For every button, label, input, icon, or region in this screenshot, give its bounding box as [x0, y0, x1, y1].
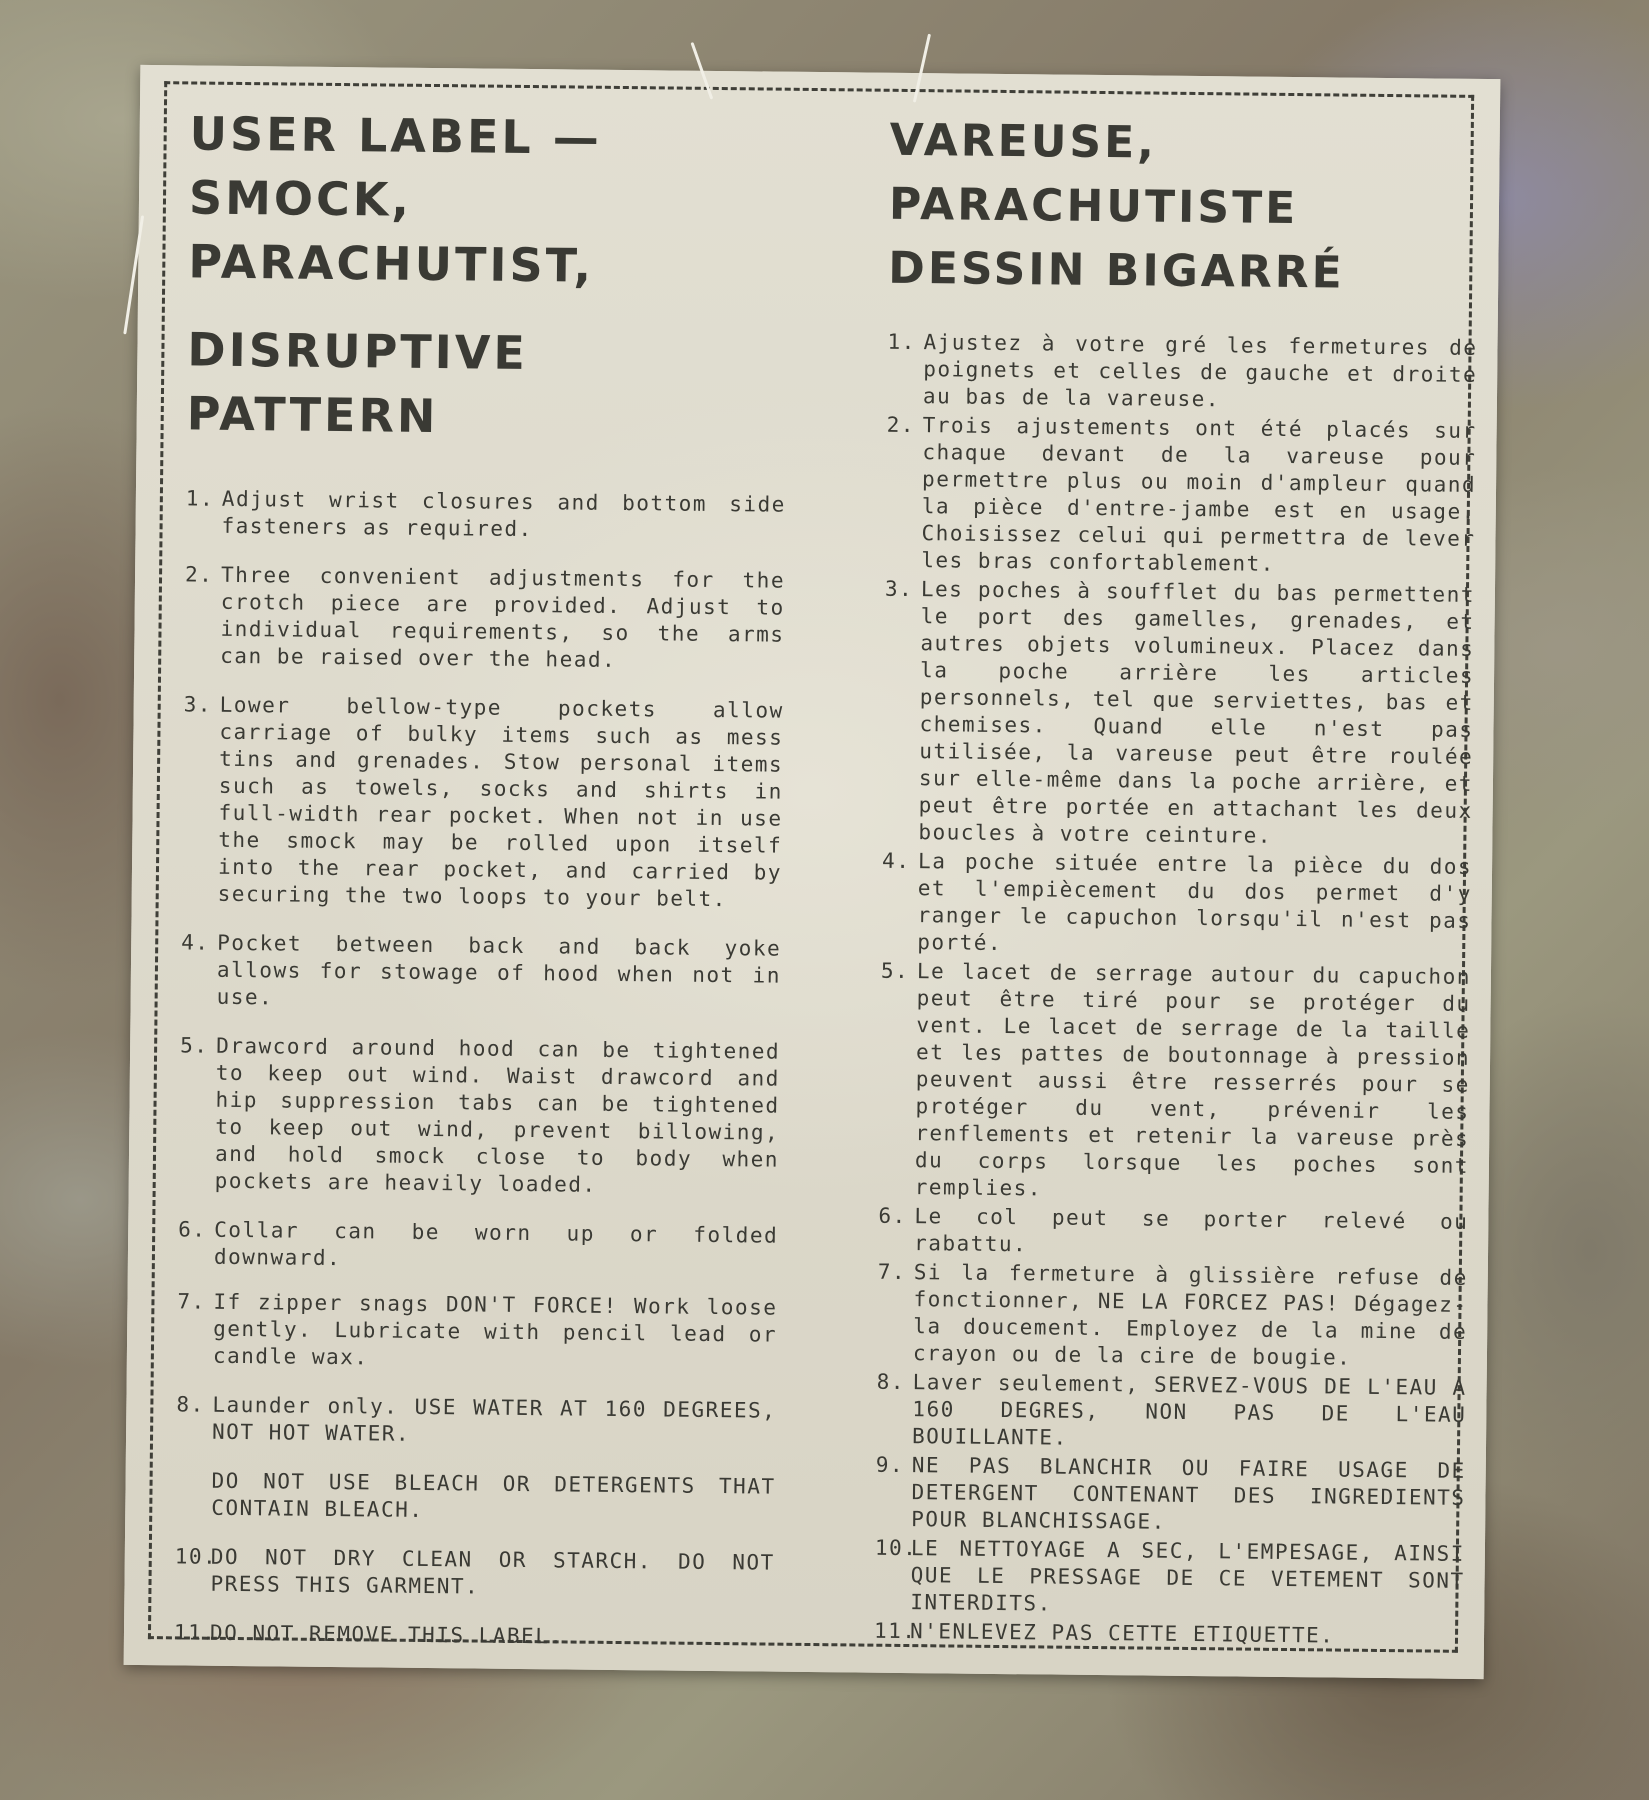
label-text-area [173, 101, 1478, 1649]
french-item: 11. N'ENLEVEZ PAS CETTE ETIQUETTE. [873, 1618, 1335, 1648]
french-item: 5. Le lacet de serrage autour du capuchon peut être tiré pour se protéger du vent. Le lacet de serrage de la taille et les pattes de boutonnage à pression peuvent aussi être resserrés pour se protéger du vent, prévenir les renflements et retenir la vareuse près du corps lorsque les poches sont remplies. [880, 958, 1472, 1201]
english-item: 4. Pocket between back and back yoke allows for stowage of hood when not in use. [181, 930, 782, 1010]
english-instructions [174, 485, 786, 1652]
garment-label [124, 65, 1501, 1679]
english-item: 5. Drawcord around hood can be tightened to keep out wind. Waist drawcord and hip suppression tabs can be tightened to keep out wind, prevent billowing, and hold smock close to body when pockets are heavily loaded. [180, 1033, 781, 1197]
french-item: 10. LE NETTOYAGE A SEC, L'EMPESAGE, AINSI QUE LE PRESSAGE DE CE VETEMENT SONT INTERDITS. [874, 1535, 1466, 1616]
french-title [888, 109, 1480, 307]
french-title-line1: VAREUSE, PARACHUTISTE [888, 114, 1299, 235]
english-title-line2: PARACHUTIST, [188, 234, 595, 293]
french-item: 9. NE PAS BLANCHIR OU FAIRE USAGE DE DETERGENT CONTENANT DES INGREDIENTS POUR BLANCHISSAGE. [875, 1452, 1466, 1534]
english-item: 11. DO NOT REMOVE THIS LABEL. [173, 1620, 564, 1649]
french-instructions [874, 329, 1478, 1651]
french-item: 3. Les poches à soufflet du bas permettent le port des gamelles, grenades, et autres objets volumineux. Placez dans la poche arrière les articles personnels, tel que serviettes, bas et chemises. Quand elle n'est pas utilisée, la vareuse peut être roulée sur elle-même dans la poche arrière, et peut être portée en attachant les deux boucles à votre ceinture. [884, 576, 1476, 848]
french-item: 6. Le col peut se porter relevé ou rabattu. [878, 1203, 1469, 1257]
english-item: 7. If zipper snags DON'T FORCE! Work loose gently. Lubricate with pencil lead or candle wax. [177, 1289, 778, 1370]
french-column [874, 109, 1480, 1653]
french-item: 2. Trois ajustements ont été placés sur chaque devant de la vareuse pour permettre plus ou moin d'ampleur quand la pièce d'entre-jambe est en usage. Choisissez celui qui permettra de lever les bras confortablement. [886, 412, 1477, 576]
french-title-line2: DESSIN BIGARRÉ [888, 242, 1345, 299]
english-item: 2. Three convenient adjustments for the crotch piece are provided. Adjust to individual requirements, so the arms can be raised over the head. [184, 562, 786, 672]
french-item: 4. La poche située entre la pièce du dos et l'empiècement du dos permet d'y ranger le capuchon lorsqu'il n'est pas porté. [881, 848, 1473, 955]
english-item: 8. Launder only. USE WATER AT 160 DEGREES, NOT HOT WATER. [176, 1392, 777, 1446]
english-item: 1. Adjust wrist closures and bottom side fasteners as required. [185, 486, 786, 542]
french-item: 7. Si la fermeture à glissière refuse de fonctionner, NE LA FORCEZ PAS! Dégagez-la doucement. Employez de la mine de crayon ou de la cire de bougie. [877, 1259, 1468, 1370]
loose-thread [123, 215, 144, 334]
loose-thread [691, 42, 714, 100]
english-item: 10. DO NOT DRY CLEAN OR STARCH. DO NOT PRESS THIS GARMENT. [174, 1544, 775, 1599]
english-item: DO NOT USE BLEACH OR DETERGENTS THAT CONTAIN BLEACH. [211, 1468, 776, 1522]
english-item: 3. Lower bellow-type pockets allow carriage of bulky items such as mess tins and grenades. Stow personal items such as towels, socks and shirts in full-width rear pocket. When not in use the smock may be rolled upon itself into the rear pocket, and carried by securing the two loops to your belt. [183, 692, 784, 912]
french-item: 1. Ajustez à votre gré les fermetures de poignets et celles de gauche et droite au bas de la vareuse. [887, 329, 1478, 412]
loose-thread [913, 34, 931, 103]
french-item: 8. Laver seulement, SERVEZ-VOUS DE L'EAU A 160 DEGRES, NON PAS DE L'EAU BOUILLANTE. [876, 1369, 1467, 1450]
english-column [174, 101, 790, 1674]
english-item: 6. Collar can be worn up or folded downward. [178, 1217, 779, 1271]
english-title [186, 101, 790, 451]
english-title-line3: DISRUPTIVE PATTERN [186, 322, 529, 444]
english-title-line1: USER LABEL — SMOCK, [188, 106, 603, 227]
